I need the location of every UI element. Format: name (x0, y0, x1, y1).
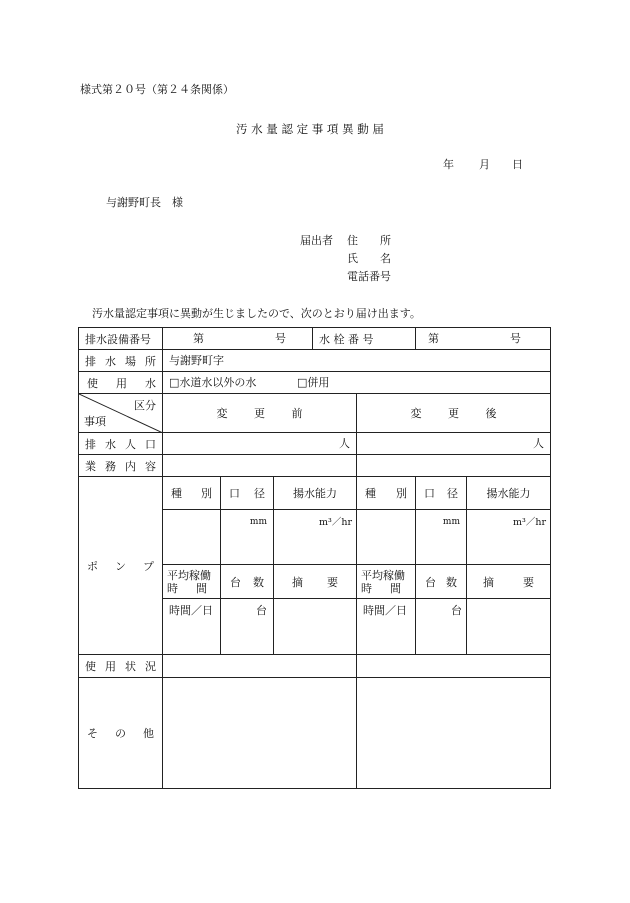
category-label: 区分 (134, 399, 156, 412)
other-before-field[interactable] (163, 678, 357, 789)
document-title: 汚 水 量 認 定 事 項 異 動 届 (236, 122, 384, 136)
person-unit-after: 人 (533, 437, 544, 450)
facility-go: 号 (275, 332, 286, 345)
addressee: 与謝野町長 様 (106, 196, 183, 209)
change-form-table (78, 327, 551, 789)
meter-number-label-text: 水 栓 番 号 (319, 332, 374, 346)
water-use-field (163, 372, 551, 394)
business-after-field[interactable] (357, 455, 551, 477)
usage-before-field[interactable] (163, 655, 357, 678)
combined-use-checkbox[interactable]: □併用 (297, 376, 330, 389)
date-day: 日 (512, 158, 523, 171)
drainage-population-label: 排 水 人 口 (79, 433, 163, 455)
remarks-before-field[interactable] (274, 599, 357, 655)
meter-number-field[interactable] (416, 328, 551, 350)
count-header-after: 台 数 (416, 565, 467, 599)
form-number: 様式第２０号（第２４条関係） (80, 83, 234, 96)
count-after-field[interactable] (416, 599, 467, 655)
drainage-location-label: 排 水 場 所 (79, 350, 163, 372)
mm-unit-before: mm (249, 517, 267, 527)
phone-label: 電話番号 (347, 270, 391, 283)
pump-capacity-before-field[interactable] (274, 510, 357, 565)
pump-capacity-after-field[interactable] (467, 510, 551, 565)
person-unit-before: 人 (339, 437, 350, 450)
facility-number-label (79, 328, 163, 350)
before-change-header: 変 更 前 (163, 394, 357, 433)
remarks-header-before: 摘 要 (274, 565, 357, 599)
avg-operation-header-after: 平均稼働 時 間 (357, 565, 416, 599)
meter-number-label (313, 328, 416, 350)
pump-capacity-header-after: 揚水能力 (467, 477, 551, 510)
other-label: そ の 他 (79, 678, 163, 789)
business-content-label: 業 務 内 容 (79, 455, 163, 477)
remarks-header-after: 摘 要 (467, 565, 551, 599)
facility-number-label-text: 排水設備番号 (85, 332, 151, 346)
usage-status-label: 使 用 状 況 (79, 655, 163, 678)
date-month: 月 (479, 158, 490, 171)
pump-type-header-after: 種 別 (357, 477, 416, 510)
mm-unit-after: mm (442, 517, 460, 527)
water-use-label: 使 用 水 (79, 372, 163, 394)
pump-type-before-field[interactable] (163, 510, 221, 565)
applicant-label: 届出者 (300, 234, 333, 247)
usage-after-field[interactable] (357, 655, 551, 678)
pump-bore-header-before: 口 径 (221, 477, 274, 510)
avg-operation-after-field[interactable] (357, 599, 416, 655)
population-after-field[interactable] (357, 433, 551, 455)
pump-type-header-before: 種 別 (163, 477, 221, 510)
count-header-before: 台 数 (221, 565, 274, 599)
population-before-field[interactable] (163, 433, 357, 455)
avg-operation-before-field[interactable] (163, 599, 221, 655)
hours-per-day-before: 時間／日 (169, 604, 213, 617)
business-before-field[interactable] (163, 455, 357, 477)
meter-dai: 第 (428, 332, 439, 345)
pump-label: ポ ン プ (79, 477, 163, 655)
hours-per-day-after: 時間／日 (363, 604, 407, 617)
avg-operation-header-before: 平均稼働 時 間 (163, 565, 221, 599)
remarks-after-field[interactable] (467, 599, 551, 655)
unit-count-before: 台 (256, 604, 267, 617)
date-year: 年 (443, 158, 454, 171)
unit-count-after: 台 (451, 604, 462, 617)
pump-bore-header-after: 口 径 (416, 477, 467, 510)
category-item-header (79, 394, 163, 433)
pump-capacity-header-before: 揚水能力 (274, 477, 357, 510)
location-prefix: 与謝野町字 (169, 354, 224, 367)
pump-bore-before-field[interactable] (221, 510, 274, 565)
capacity-unit-before: m³／hr (319, 517, 352, 528)
name-label: 氏 名 (347, 252, 391, 265)
pump-type-after-field[interactable] (357, 510, 416, 565)
meter-go: 号 (510, 332, 521, 345)
item-label: 事項 (84, 415, 106, 428)
capacity-unit-after: m³／hr (513, 517, 546, 528)
after-change-header: 変 更 後 (357, 394, 551, 433)
non-tap-water-checkbox[interactable]: □水道水以外の水 (169, 376, 257, 389)
facility-number-field[interactable] (163, 328, 313, 350)
other-after-field[interactable] (357, 678, 551, 789)
count-before-field[interactable] (221, 599, 274, 655)
drainage-location-field[interactable] (163, 350, 551, 372)
pump-bore-after-field[interactable] (416, 510, 467, 565)
intro-text: 汚水量認定事項に異動が生じましたので、次のとおり届け出ます。 (92, 307, 421, 320)
address-label: 住 所 (347, 234, 391, 247)
facility-dai: 第 (193, 332, 204, 345)
